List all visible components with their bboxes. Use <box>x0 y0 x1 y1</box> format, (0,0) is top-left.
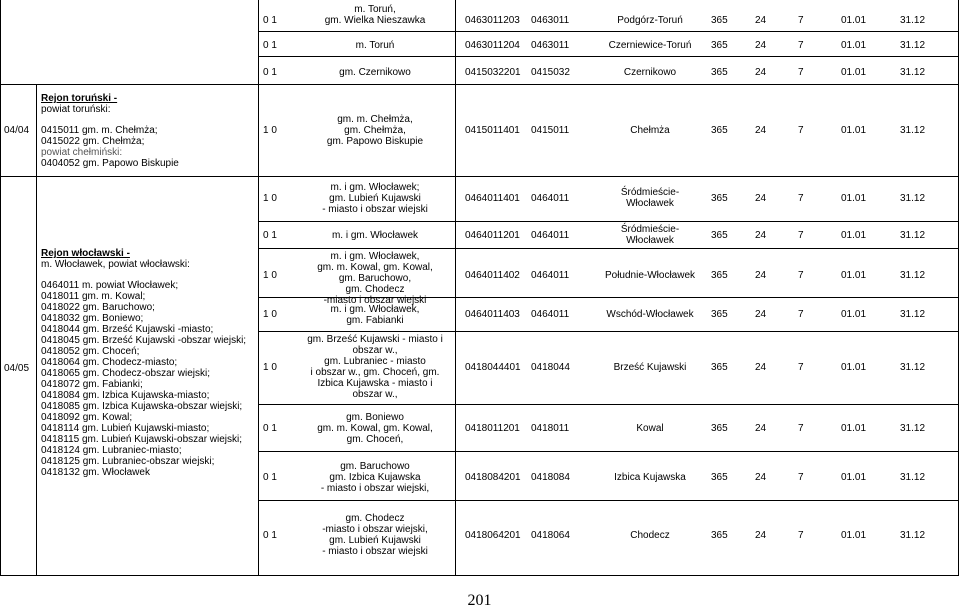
row-flags: 0 1 <box>263 230 277 241</box>
row-divider <box>258 451 958 452</box>
row-from: 01.01 <box>841 15 867 26</box>
row-hours: 24 <box>755 15 767 26</box>
row-week: 7 <box>798 309 804 320</box>
row-to: 31.12 <box>900 15 926 26</box>
row-code: 0464011201 <box>465 230 520 241</box>
column-divider <box>455 0 456 576</box>
row-hours: 24 <box>755 67 767 78</box>
row-divider <box>258 404 958 405</box>
row-from: 01.01 <box>841 125 867 136</box>
row-flags: 1 0 <box>263 270 277 281</box>
row-divider <box>258 331 958 332</box>
row-location: m. i gm. Włocławek, gm. m. Kowal, gm. Kowal, gm. Baruchowo, gm. Chodecz -miasto i obszar wiejski <box>317 251 433 306</box>
row-to: 31.12 <box>900 362 926 373</box>
row-code: 0418011201 <box>465 423 520 434</box>
row-week: 7 <box>798 362 804 373</box>
row-from: 01.01 <box>841 230 867 241</box>
row-from: 01.01 <box>841 270 867 281</box>
row-code: 0418064 <box>531 530 570 541</box>
row-week: 7 <box>798 423 804 434</box>
row-location: gm. Baruchowo gm. Izbica Kujawska - miasto i obszar wiejski, <box>320 461 430 494</box>
row-from: 01.01 <box>841 193 867 204</box>
row-week: 7 <box>798 472 804 483</box>
row-code: 0463011 <box>531 15 570 26</box>
row-code: 0464011403 <box>465 309 520 320</box>
row-code: 0464011401 <box>465 193 520 204</box>
row-divider <box>258 221 958 222</box>
row-days: 365 <box>711 40 728 51</box>
row-to: 31.12 <box>900 270 926 281</box>
row-to: 31.12 <box>900 193 926 204</box>
row-to: 31.12 <box>900 230 926 241</box>
row-days: 365 <box>711 230 728 241</box>
row-hours: 24 <box>755 472 767 483</box>
row-location: m. i gm. Włocławek, gm. Fabianki <box>330 304 420 326</box>
row-days: 365 <box>711 472 728 483</box>
location-line: m. Toruń, <box>354 4 396 15</box>
row-code: 0418044 <box>531 362 570 373</box>
row-code: 0418084201 <box>465 472 521 483</box>
row-divider <box>258 248 958 249</box>
row-divider <box>0 84 959 85</box>
row-days: 365 <box>711 270 728 281</box>
row-location <box>300 4 450 26</box>
row-hours: 24 <box>755 530 767 541</box>
row-name: Śródmieście- Włocławek <box>620 224 680 246</box>
row-to: 31.12 <box>900 530 926 541</box>
row-days: 365 <box>711 309 728 320</box>
row-code: 0418064201 <box>465 530 521 541</box>
row-days: 365 <box>711 67 728 78</box>
column-divider <box>36 84 37 576</box>
row-week: 7 <box>798 230 804 241</box>
row-from: 01.01 <box>841 40 867 51</box>
row-flags: 0 1 <box>263 530 277 541</box>
row-flags: 0 1 <box>263 423 277 434</box>
row-to: 31.12 <box>900 40 926 51</box>
row-to: 31.12 <box>900 309 926 320</box>
row-flags: 0 1 <box>263 15 277 26</box>
row-location: m. i gm. Włocławek; gm. Lubień Kujawski - miasto i obszar wiejski <box>322 182 428 215</box>
row-name: Południe-Włocławek <box>604 270 696 281</box>
row-location: m. Toruń <box>355 40 395 51</box>
row-name: Czerniewice-Toruń <box>608 40 692 51</box>
row-days: 365 <box>711 125 728 136</box>
row-divider <box>258 31 958 32</box>
section-description: Rejon toruński - powiat toruński: 0415011 gm. m. Chełmża; 0415022 gm. Chełmża; powiat chełmiński: 0404052 gm. Papowo Biskupie <box>41 93 179 169</box>
row-code: 0418011 <box>531 423 570 434</box>
row-name: Czernikowo <box>623 67 677 78</box>
row-hours: 24 <box>755 230 767 241</box>
row-to: 31.12 <box>900 423 926 434</box>
row-flags: 1 0 <box>263 362 277 373</box>
row-week: 7 <box>798 193 804 204</box>
row-week: 7 <box>798 15 804 26</box>
row-hours: 24 <box>755 423 767 434</box>
row-week: 7 <box>798 67 804 78</box>
section-number: 04/04 <box>4 125 30 136</box>
row-divider <box>0 176 959 177</box>
row-code: 0464011 <box>531 193 570 204</box>
row-days: 365 <box>711 530 728 541</box>
row-name: Podgórz-Toruń <box>617 15 683 26</box>
row-name: Chełmża <box>630 125 670 136</box>
section-description: Rejon włocławski - m. Włocławek, powiat włocławski: 0464011 m. powiat Włocławek; 0418011 gm. m. Kowal; 0418022 gm. Baruchowo; 0418032 gm. Boniewo; 0418044 gm. Brześć Kujawski -miasto; 0418045 gm. Brześć Kujawski -obszar wiejski; 0418052 gm. Choceń; 0418064 gm. Chodecz-miasto; 0418065 gm. Chodecz-obszar wiejski; 0418072 gm. Fabianki; 0418084 gm. Izbica Kujawska-miasto; 0418085 gm. Izbica Kujawska-obszar wiejski; 0418092 gm. Kowal; 0418114 gm. Lubień Kujawski-miasto; 0418115 gm. Lubień Kujawski-obszar wiejski; 0418124 gm. Lubraniec-miasto; 0418125 gm. Lubraniec-obszar wiejski; 0418132 gm. Włocławek <box>41 248 247 478</box>
row-hours: 24 <box>755 40 767 51</box>
row-location: m. i gm. Włocławek <box>331 230 419 241</box>
row-code: 0418084 <box>531 472 570 483</box>
row-code: 0464011 <box>531 309 570 320</box>
section-title: Rejon włocławski - <box>41 248 130 259</box>
row-name: Śródmieście- Włocławek <box>620 187 680 209</box>
row-hours: 24 <box>755 125 767 136</box>
row-days: 365 <box>711 423 728 434</box>
row-code: 0464011402 <box>465 270 520 281</box>
row-from: 01.01 <box>841 530 867 541</box>
row-from: 01.01 <box>841 423 867 434</box>
section-number: 04/05 <box>4 363 30 374</box>
row-days: 365 <box>711 193 728 204</box>
row-from: 01.01 <box>841 309 867 320</box>
row-code: 0415032 <box>531 67 570 78</box>
row-to: 31.12 <box>900 125 926 136</box>
row-code: 0415011401 <box>465 125 520 136</box>
row-code: 0463011203 <box>465 15 520 26</box>
row-from: 01.01 <box>841 362 867 373</box>
row-location: gm. Czernikowo <box>339 67 411 78</box>
row-hours: 24 <box>755 193 767 204</box>
table-border-left <box>0 0 1 576</box>
row-divider <box>258 500 958 501</box>
row-hours: 24 <box>755 362 767 373</box>
row-location: gm. Boniewo gm. m. Kowal, gm. Kowal, gm. Choceń, <box>317 412 433 445</box>
row-week: 7 <box>798 270 804 281</box>
row-flags: 0 1 <box>263 40 277 51</box>
row-location: gm. Chodecz -miasto i obszar wiejski, gm. Lubień Kujawski - miasto i obszar wiejski <box>322 513 428 557</box>
row-location: gm. m. Chełmża, gm. Chełmża, gm. Papowo Biskupie <box>326 114 424 147</box>
row-days: 365 <box>711 15 728 26</box>
row-divider <box>0 575 959 576</box>
row-code: 0463011 <box>531 40 570 51</box>
row-name: Izbica Kujawska <box>614 472 686 483</box>
row-code: 0463011204 <box>465 40 520 51</box>
row-flags: 1 0 <box>263 125 277 136</box>
row-flags: 1 0 <box>263 309 277 320</box>
row-code: 0415032201 <box>465 67 521 78</box>
row-name: Kowal <box>636 423 664 434</box>
row-code: 0464011 <box>531 230 570 241</box>
row-flags: 1 0 <box>263 193 277 204</box>
row-location: gm. Brześć Kujawski - miasto i obszar w., gm. Lubraniec - miasto i obszar w., gm. Choceń, gm. Izbica Kujawska - miasto i obszar w., <box>307 334 443 400</box>
row-week: 7 <box>798 40 804 51</box>
row-week: 7 <box>798 125 804 136</box>
row-week: 7 <box>798 530 804 541</box>
page-number: 201 <box>467 592 492 609</box>
row-name: Brześć Kujawski <box>613 362 687 373</box>
row-name: Wschód-Włocławek <box>606 309 694 320</box>
location-line: gm. Wielka Nieszawka <box>324 15 426 26</box>
row-code: 0415011 <box>531 125 570 136</box>
row-hours: 24 <box>755 270 767 281</box>
row-divider <box>258 56 958 57</box>
row-from: 01.01 <box>841 67 867 78</box>
section-title: Rejon toruński - <box>41 93 118 104</box>
row-name: Chodecz <box>630 530 670 541</box>
row-days: 365 <box>711 362 728 373</box>
row-from: 01.01 <box>841 472 867 483</box>
row-flags: 0 1 <box>263 67 277 78</box>
row-flags: 0 1 <box>263 472 277 483</box>
row-to: 31.12 <box>900 67 926 78</box>
row-hours: 24 <box>755 309 767 320</box>
column-divider <box>258 0 259 576</box>
row-code: 0464011 <box>531 270 570 281</box>
row-to: 31.12 <box>900 472 926 483</box>
row-code: 0418044401 <box>465 362 521 373</box>
